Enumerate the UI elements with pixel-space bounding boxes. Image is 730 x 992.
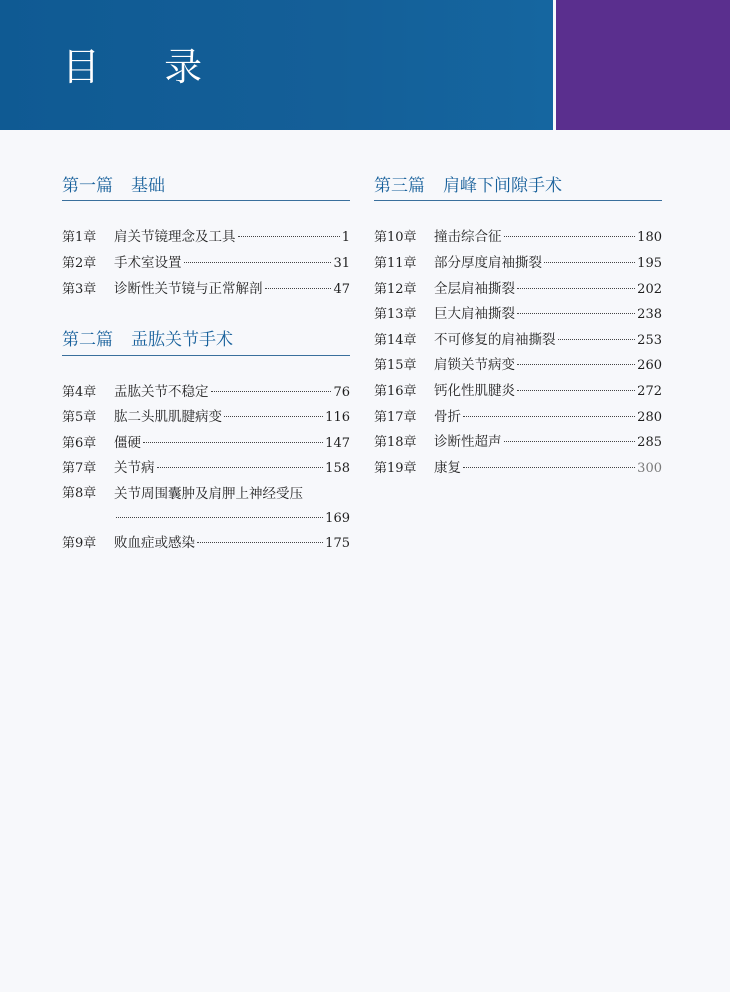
page-number: 253: [637, 332, 662, 348]
page-number: 158: [325, 461, 350, 477]
section-heading-part3: [374, 176, 662, 201]
chapter-number: 第6章: [62, 435, 97, 451]
toc-entry[interactable]: [62, 277, 350, 303]
header-accent-block: [556, 0, 730, 130]
page-number: 195: [637, 255, 662, 271]
chapter-title: 关节病: [114, 460, 155, 477]
page-title: 目 录: [62, 45, 229, 89]
dot-leader: [544, 262, 635, 263]
dot-leader: [197, 542, 323, 543]
chapter-title: 骨折: [434, 408, 461, 425]
part-label: 第三篇: [374, 176, 425, 196]
page-number: 280: [637, 409, 662, 425]
page-number: 300: [637, 460, 662, 476]
dot-leader: [184, 262, 332, 263]
toc-entry[interactable]: [374, 405, 662, 431]
toc-entry[interactable]: [62, 482, 350, 531]
toc-entry[interactable]: [62, 251, 350, 277]
chapter-title: 部分厚度肩袖撕裂: [434, 254, 542, 271]
chapter-title: 全层肩袖撕裂: [434, 280, 515, 297]
header-bar: [0, 0, 553, 130]
toc-entry[interactable]: [374, 302, 662, 328]
part-name: 肩峰下间隙手术: [443, 176, 562, 196]
chapter-number: 第11章: [374, 255, 417, 271]
dot-leader: [157, 467, 324, 468]
page-number: 175: [325, 536, 350, 552]
toc-entry[interactable]: [374, 456, 662, 482]
page-number: 180: [637, 230, 662, 246]
dot-leader: [517, 288, 635, 289]
chapter-number: 第4章: [62, 384, 97, 400]
chapter-number: 第12章: [374, 281, 417, 297]
dot-leader: [265, 288, 332, 289]
chapter-title: 钙化性肌腱炎: [434, 382, 515, 399]
page-number: 260: [637, 358, 662, 374]
dot-leader: [517, 390, 635, 391]
dot-leader: [504, 441, 636, 442]
chapter-number: 第5章: [62, 410, 97, 426]
chapter-title: 盂肱关节不稳定: [114, 383, 209, 400]
chapter-list-part1: [62, 225, 350, 302]
dot-leader: [504, 236, 636, 237]
chapter-number: 第10章: [374, 230, 417, 246]
chapter-number: 第18章: [374, 435, 417, 451]
part-label: 第一篇: [62, 176, 113, 196]
toc-entry[interactable]: [374, 251, 662, 277]
chapter-title: 不可修复的肩袖撕裂: [434, 331, 556, 348]
toc-entry[interactable]: [62, 456, 350, 482]
chapter-number: 第17章: [374, 409, 417, 425]
dot-leader: [517, 364, 635, 365]
toc-entry[interactable]: [374, 379, 662, 405]
chapter-title: 诊断性关节镜与正常解剖: [114, 280, 263, 297]
chapter-title: 肱二头肌肌腱病变: [114, 409, 222, 426]
chapter-number: 第7章: [62, 461, 97, 477]
part-name: 盂肱关节手术: [131, 330, 233, 351]
chapter-title: 肩锁关节病变: [434, 357, 515, 374]
section-heading-part2: [62, 330, 350, 355]
toc-column-left: [62, 176, 350, 557]
part-label: 第二篇: [62, 330, 113, 351]
page-number: 202: [637, 281, 662, 297]
section-heading-part1: [62, 176, 350, 201]
chapter-title: 诊断性超声: [434, 434, 502, 451]
chapter-title: 关节周围囊肿及肩胛上神经受压: [114, 485, 303, 502]
chapter-title: 肩关节镜理念及工具: [114, 229, 236, 246]
toc-entry-line: [62, 482, 350, 507]
toc-entry[interactable]: [62, 380, 350, 406]
chapter-number: 第9章: [62, 536, 97, 552]
page-number: 116: [325, 410, 350, 426]
chapter-title: 康复: [434, 459, 461, 476]
dot-leader: [558, 339, 636, 340]
dot-leader: [143, 442, 323, 443]
dot-leader: [116, 517, 323, 518]
chapter-number: 第8章: [62, 485, 97, 501]
chapter-number: 第14章: [374, 332, 417, 348]
dot-leader: [238, 236, 340, 237]
toc-entry[interactable]: [62, 405, 350, 431]
dot-leader: [211, 391, 332, 392]
toc-entry[interactable]: [374, 277, 662, 303]
chapter-number: 第3章: [62, 281, 97, 297]
chapter-number: 第1章: [62, 230, 97, 246]
page-number: 1: [341, 230, 350, 246]
chapter-title: 巨大肩袖撕裂: [434, 306, 515, 323]
toc-entry[interactable]: [374, 430, 662, 456]
chapter-number: 第19章: [374, 460, 417, 476]
section-spacer: [62, 302, 350, 330]
chapter-number: 第16章: [374, 383, 417, 399]
dot-leader: [463, 416, 635, 417]
chapter-list-part3: [374, 225, 662, 481]
toc-entry[interactable]: [62, 531, 350, 557]
chapter-number: 第15章: [374, 358, 417, 374]
toc-entry[interactable]: [374, 225, 662, 251]
toc-entry[interactable]: [374, 328, 662, 354]
toc-entry[interactable]: [62, 431, 350, 457]
chapter-number: 第2章: [62, 255, 97, 271]
page-number: 76: [333, 384, 350, 400]
chapter-title: 僵硬: [114, 434, 141, 451]
page-number: 147: [325, 435, 350, 451]
page-number: 169: [325, 510, 350, 526]
chapter-number: 第13章: [374, 307, 417, 323]
page-number: 272: [637, 383, 662, 399]
dot-leader: [463, 467, 635, 468]
dot-leader: [224, 416, 323, 417]
toc-entry[interactable]: [374, 353, 662, 379]
chapter-list-part2: [62, 380, 350, 557]
chapter-title: 手术室设置: [114, 254, 182, 271]
toc-column-right: [374, 176, 662, 481]
toc-entry-line: [62, 507, 350, 532]
toc-entry[interactable]: [62, 225, 350, 251]
page-number: 238: [637, 307, 662, 323]
part-name: 基础: [131, 176, 165, 196]
dot-leader: [517, 313, 635, 314]
chapter-title: 败血症或感染: [114, 535, 195, 552]
chapter-title: 撞击综合征: [434, 229, 502, 246]
page-number: 31: [333, 255, 350, 271]
page-number: 285: [637, 435, 662, 451]
page-number: 47: [333, 281, 350, 297]
